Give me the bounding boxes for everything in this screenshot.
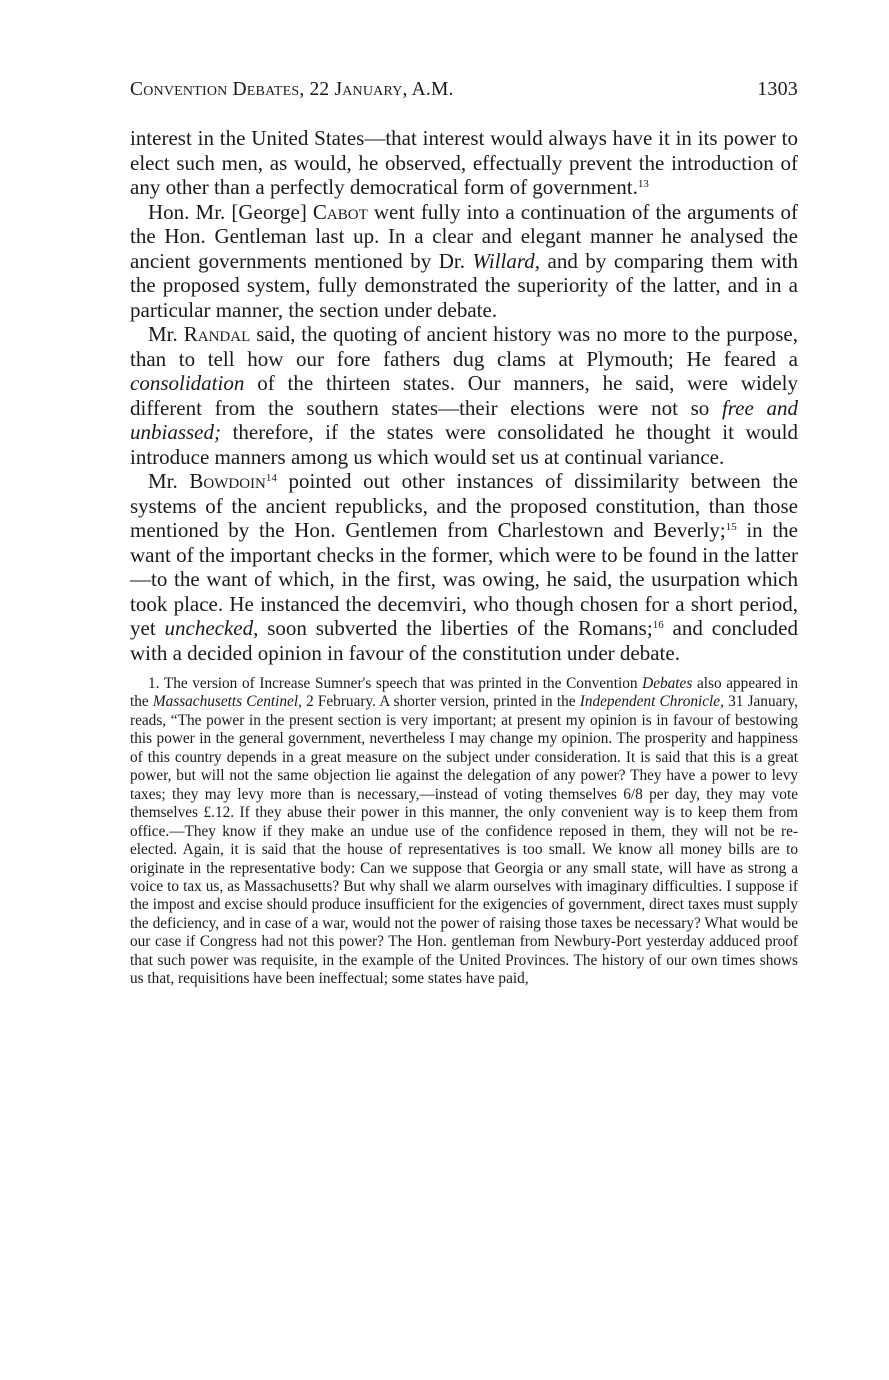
footnote-ref-13: 13 xyxy=(637,178,649,190)
footnote-ref-15: 15 xyxy=(725,521,737,533)
footnote-ref-16: 16 xyxy=(652,619,664,631)
speaker-name: Cabot xyxy=(312,199,368,224)
paragraph-cabot: Hon. Mr. [George] Cabot went fully into a continuation of the arguments of the Hon. Gentleman last up. In a clear and elegant manner he analysed the ancient governments mentioned by Dr. Willard, and by comparing them with the proposed system, fully demonstrated the superiority of the latter, and in a particular manner, the section under debate. xyxy=(130,199,798,322)
footnotes xyxy=(130,675,798,989)
running-head xyxy=(130,78,798,108)
footnote-1: 1. The version of Increase Sumner's speech that was printed in the Convention Debates also appeared in the Massachusetts Centinel, 2 February. A shorter version, printed in the Independent Chronicle, 31 January, reads, “The power in the present section is very important; at present my opinion is in favour of bestowing this power in the general government, nevertheless I may change my opinion. The prosperity and happiness of this country depends in a great measure on the subject under consideration. It is said that this is a great power, but will not the same objection lie against the delegation of any power? They have a power to levy taxes; they may levy more than is necessary,—instead of voting themselves 6/8 per day, they may vote themselves £.12. If they abuse their power in this manner, the only convenient way is to keep them from office.—They know if they make an undue use of the confidence reposed in them, they will not be re-elected. Again, it is said that the house of representatives is too small. We know all money bills are to originate in the representative body: Can we suppose that Georgia or any small state, will have as strong a voice to tax us, as Massachusetts? But why shall we alarm ourselves with imaginary difficulties. I suppose if the impost and excise should produce insufficient for the exigencies of government, direct taxes must supply the deficiency, and in case of a war, would not the power of raising those taxes be necessary? What would be our case if Congress had not this power? The Hon. gentleman from Newbury-Port yesterday adduced proof that such power was requisite, in the example of the United Provinces. The history of our own times shows us that, requisitions have been ineffectual; some states have paid, xyxy=(130,675,798,988)
speaker-name: Randal xyxy=(183,322,251,346)
footnote-ref-14: 14 xyxy=(265,472,277,484)
speaker-name: Bowdoin xyxy=(189,469,266,493)
paragraph-1: interest in the United States—that interest would always have it in its power to elect such men, as would, he observed, effectually prevent the introduction of any other than a perfectly democratical form of government.$^{13}$ xyxy=(130,126,798,199)
running-title: Convention Debates, 22 January, A.M. xyxy=(130,79,454,100)
paragraph-bowdoin: Mr. Bowdoin$^{14}$ pointed out other instances of dissimilarity between the systems of the ancient republicks, and the proposed constitution, than those mentioned by the Hon. Gentlemen from Charlestown and Beverly;$^{15}$ in the want of the important checks in the former, which were to be found in the latter—to the want of which, in the first, was owing, he said, the usurpation which took place. He instanced the decemviri, who though chosen for a short period, yet unchecked, soon subverted the liberties of the Romans;$^{16}$ and concluded with a decided opinion in favour of the constitution under debate. xyxy=(130,469,798,665)
document-page xyxy=(130,78,798,989)
main-text xyxy=(130,126,798,665)
page-number: 1303 xyxy=(757,78,798,100)
paragraph-randal: Mr. Randal said, the quoting of ancient history was no more to the purpose, than to tell how our fore fathers dug clams at Plymouth; He feared a consolidation of the thirteen states. Our manners, he said, were widely different from the southern states—their elections were not so free and unbiassed; therefore, if the states were consolidated he thought it would introduce manners among us which would set us at continual variance. xyxy=(130,322,798,469)
